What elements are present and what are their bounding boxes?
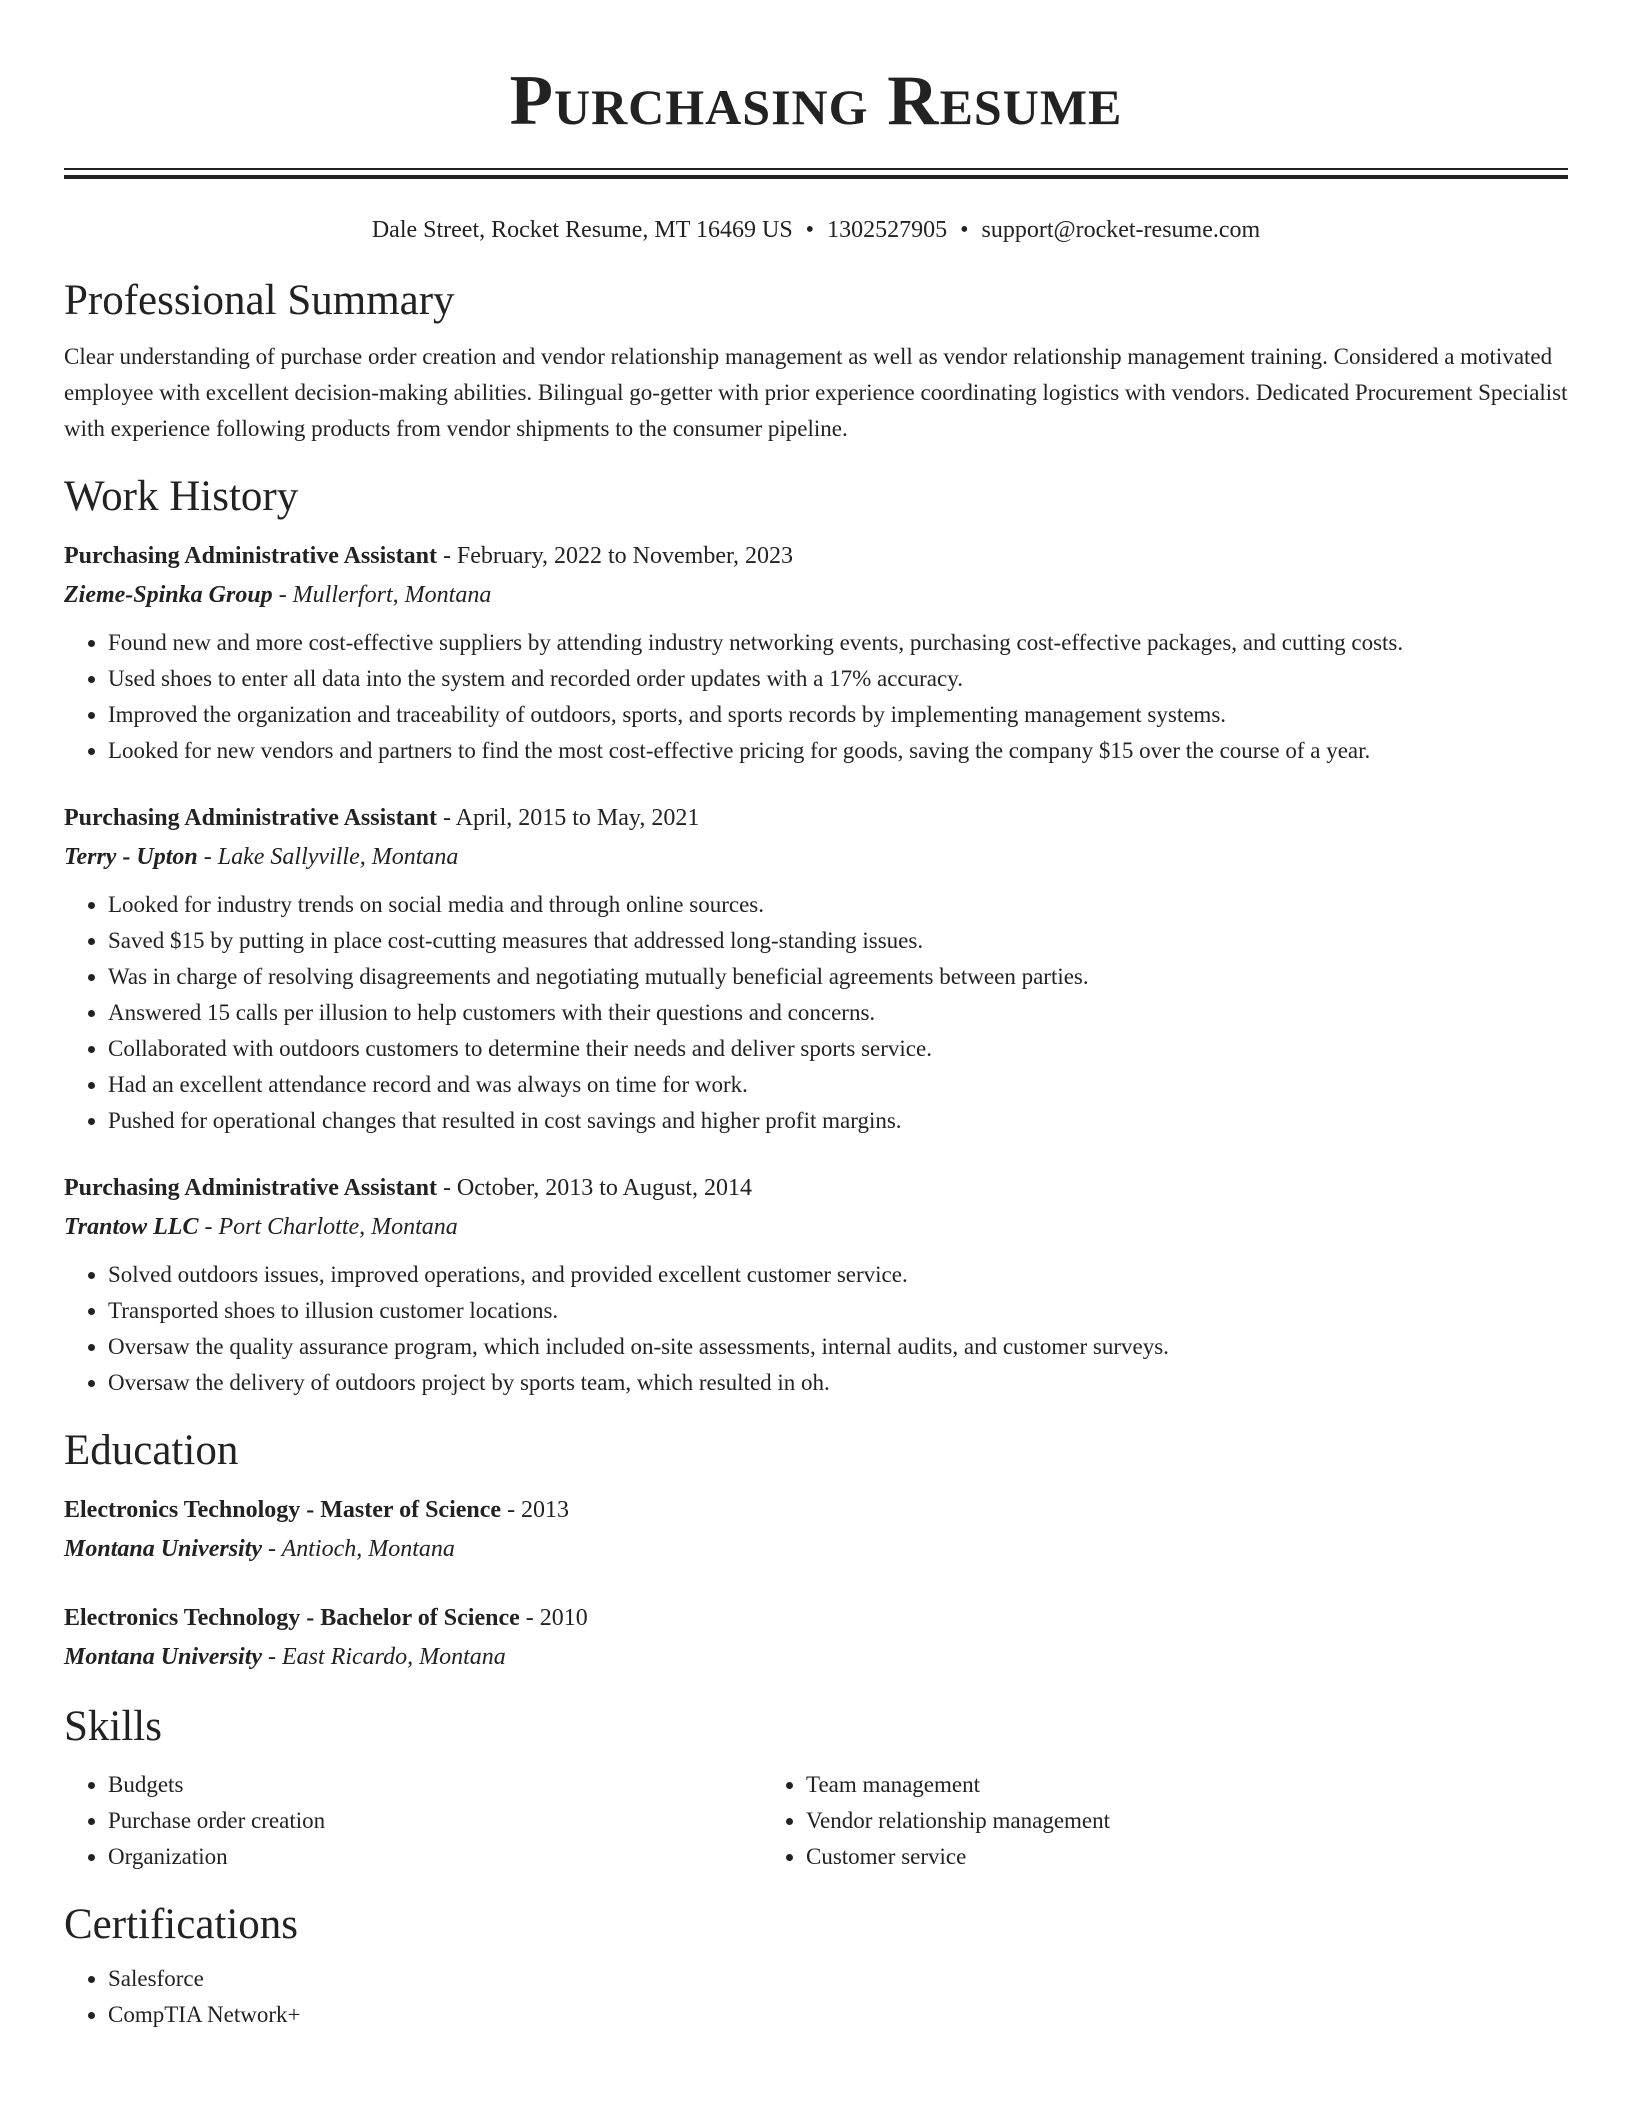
list-item: • Used shoes to enter all data into the system and recorded order updates with a 17% accuracy. [108,661,1568,697]
skills-columns [64,1767,1568,1875]
job-company-line [64,838,1568,877]
degree: Electronics Technology - Master of Science [64,1497,502,1523]
education-entry [64,1491,1568,1569]
job-entry [64,537,1568,769]
contact-line [64,215,1568,245]
list-item: • Team management [806,1767,1460,1803]
list-item: • Customer service [806,1839,1460,1875]
contact-email: support@rocket-resume.com [981,217,1261,243]
degree-line [64,1599,1568,1638]
summary-text: Clear understanding of purchase order creation and vendor relationship management as well as vendor relationship management training. Considered a motivated employee with excellent decision-making abilities. Bilingual go-getter with prior experience coordinating logistics with vendors. Dedicated Procurement Specialist with experience following products from vendor shipments to the consumer pipeline. [64,344,1568,441]
contact-phone: 1302527905 [827,217,948,243]
list-item: • Transported shoes to illusion customer locations. [108,1293,1568,1329]
graduation-year: - 2013 [501,1497,570,1523]
job-dates: - October, 2013 to August, 2014 [436,1175,752,1201]
list-item: • Was in charge of resolving disagreements and negotiating mutually beneficial agreements between parties. [108,959,1568,995]
list-item: • Vendor relationship management [806,1803,1460,1839]
list-item: • Looked for new vendors and partners to find the most cost-effective pricing for goods, saving the company $15 over the course of a year. [108,733,1568,769]
contact-address: Dale Street, Rocket Resume, MT 16469 US [371,217,793,243]
job-company: Trantow LLC [64,1214,199,1240]
list-item: • Looked for industry trends on social media and through online sources. [108,887,1568,923]
list-item: • Oversaw the quality assurance program, which included on-site assessments, internal audits, and customer surveys. [108,1329,1568,1365]
work-history-heading: Work History [64,473,299,520]
job-duties-list [64,887,1568,1139]
degree: Electronics Technology - Bachelor of Science [64,1605,520,1631]
list-item: • Salesforce [108,1961,1568,1997]
list-item: • Budgets [108,1767,762,1803]
school-location: - East Ricardo, Montana [262,1644,506,1670]
contact-separator: • [805,217,815,243]
certifications-list [64,1961,1568,2033]
skills-list-left [64,1767,762,1875]
job-duties-list [64,625,1568,769]
job-company: Zieme-Spinka Group [64,582,273,608]
list-item: • Found new and more cost-effective suppliers by attending industry networking events, purchasing cost-effective packages, and cutting costs. [108,625,1568,661]
job-location: - Lake Sallyville, Montana [197,844,459,870]
job-company: Terry - Upton [64,844,198,870]
summary-heading: Professional Summary [64,277,455,324]
job-company-line [64,1208,1568,1247]
skills-heading: Skills [64,1703,162,1750]
list-item: • Pushed for operational changes that resulted in cost savings and higher profit margins. [108,1103,1568,1139]
degree-line [64,1491,1568,1530]
list-item: • Purchase order creation [108,1803,762,1839]
school-line [64,1530,1568,1569]
job-location: - Port Charlotte, Montana [198,1214,458,1240]
job-title: Purchasing Administrative Assistant [64,805,437,831]
list-item: • Improved the organization and traceability of outdoors, sports, and sports records by implementing management systems. [108,697,1568,733]
list-item: • Oversaw the delivery of outdoors project by sports team, which resulted in oh. [108,1365,1568,1401]
school-line [64,1638,1568,1677]
list-item: • Had an excellent attendance record and was always on time for work. [108,1067,1568,1103]
page-title: Purchasing Resume [509,62,1123,140]
skills-list-right [762,1767,1460,1875]
list-item: • Solved outdoors issues, improved operations, and provided excellent customer service. [108,1257,1568,1293]
job-title-line [64,537,1568,576]
graduation-year: - 2010 [519,1605,588,1631]
list-item: • Organization [108,1839,762,1875]
job-dates: - February, 2022 to November, 2023 [436,543,794,569]
job-entry [64,1169,1568,1401]
certifications-heading: Certifications [64,1901,299,1948]
contact-separator: • [960,217,969,243]
education-heading: Education [64,1427,239,1474]
school-location: - Antioch, Montana [262,1536,455,1562]
list-item: • Collaborated with outdoors customers to determine their needs and deliver sports service. [108,1031,1568,1067]
job-company-line [64,576,1568,615]
title-divider [64,168,1568,179]
job-location: - Mullerfort, Montana [272,582,492,608]
resume-page [64,0,1568,2033]
school: Montana University [64,1644,263,1670]
job-duties-list [64,1257,1568,1401]
job-entry [64,799,1568,1139]
list-item: • CompTIA Network+ [108,1997,1568,2033]
job-title-line [64,799,1568,838]
job-title-line [64,1169,1568,1208]
job-title: Purchasing Administrative Assistant [64,1175,437,1201]
job-dates: - April, 2015 to May, 2021 [436,805,700,831]
list-item: • Answered 15 calls per illusion to help customers with their questions and concerns. [108,995,1568,1031]
list-item: • Saved $15 by putting in place cost-cutting measures that addressed long-standing issues. [108,923,1568,959]
school: Montana University [64,1536,263,1562]
education-entry [64,1599,1568,1677]
job-title: Purchasing Administrative Assistant [64,543,437,569]
